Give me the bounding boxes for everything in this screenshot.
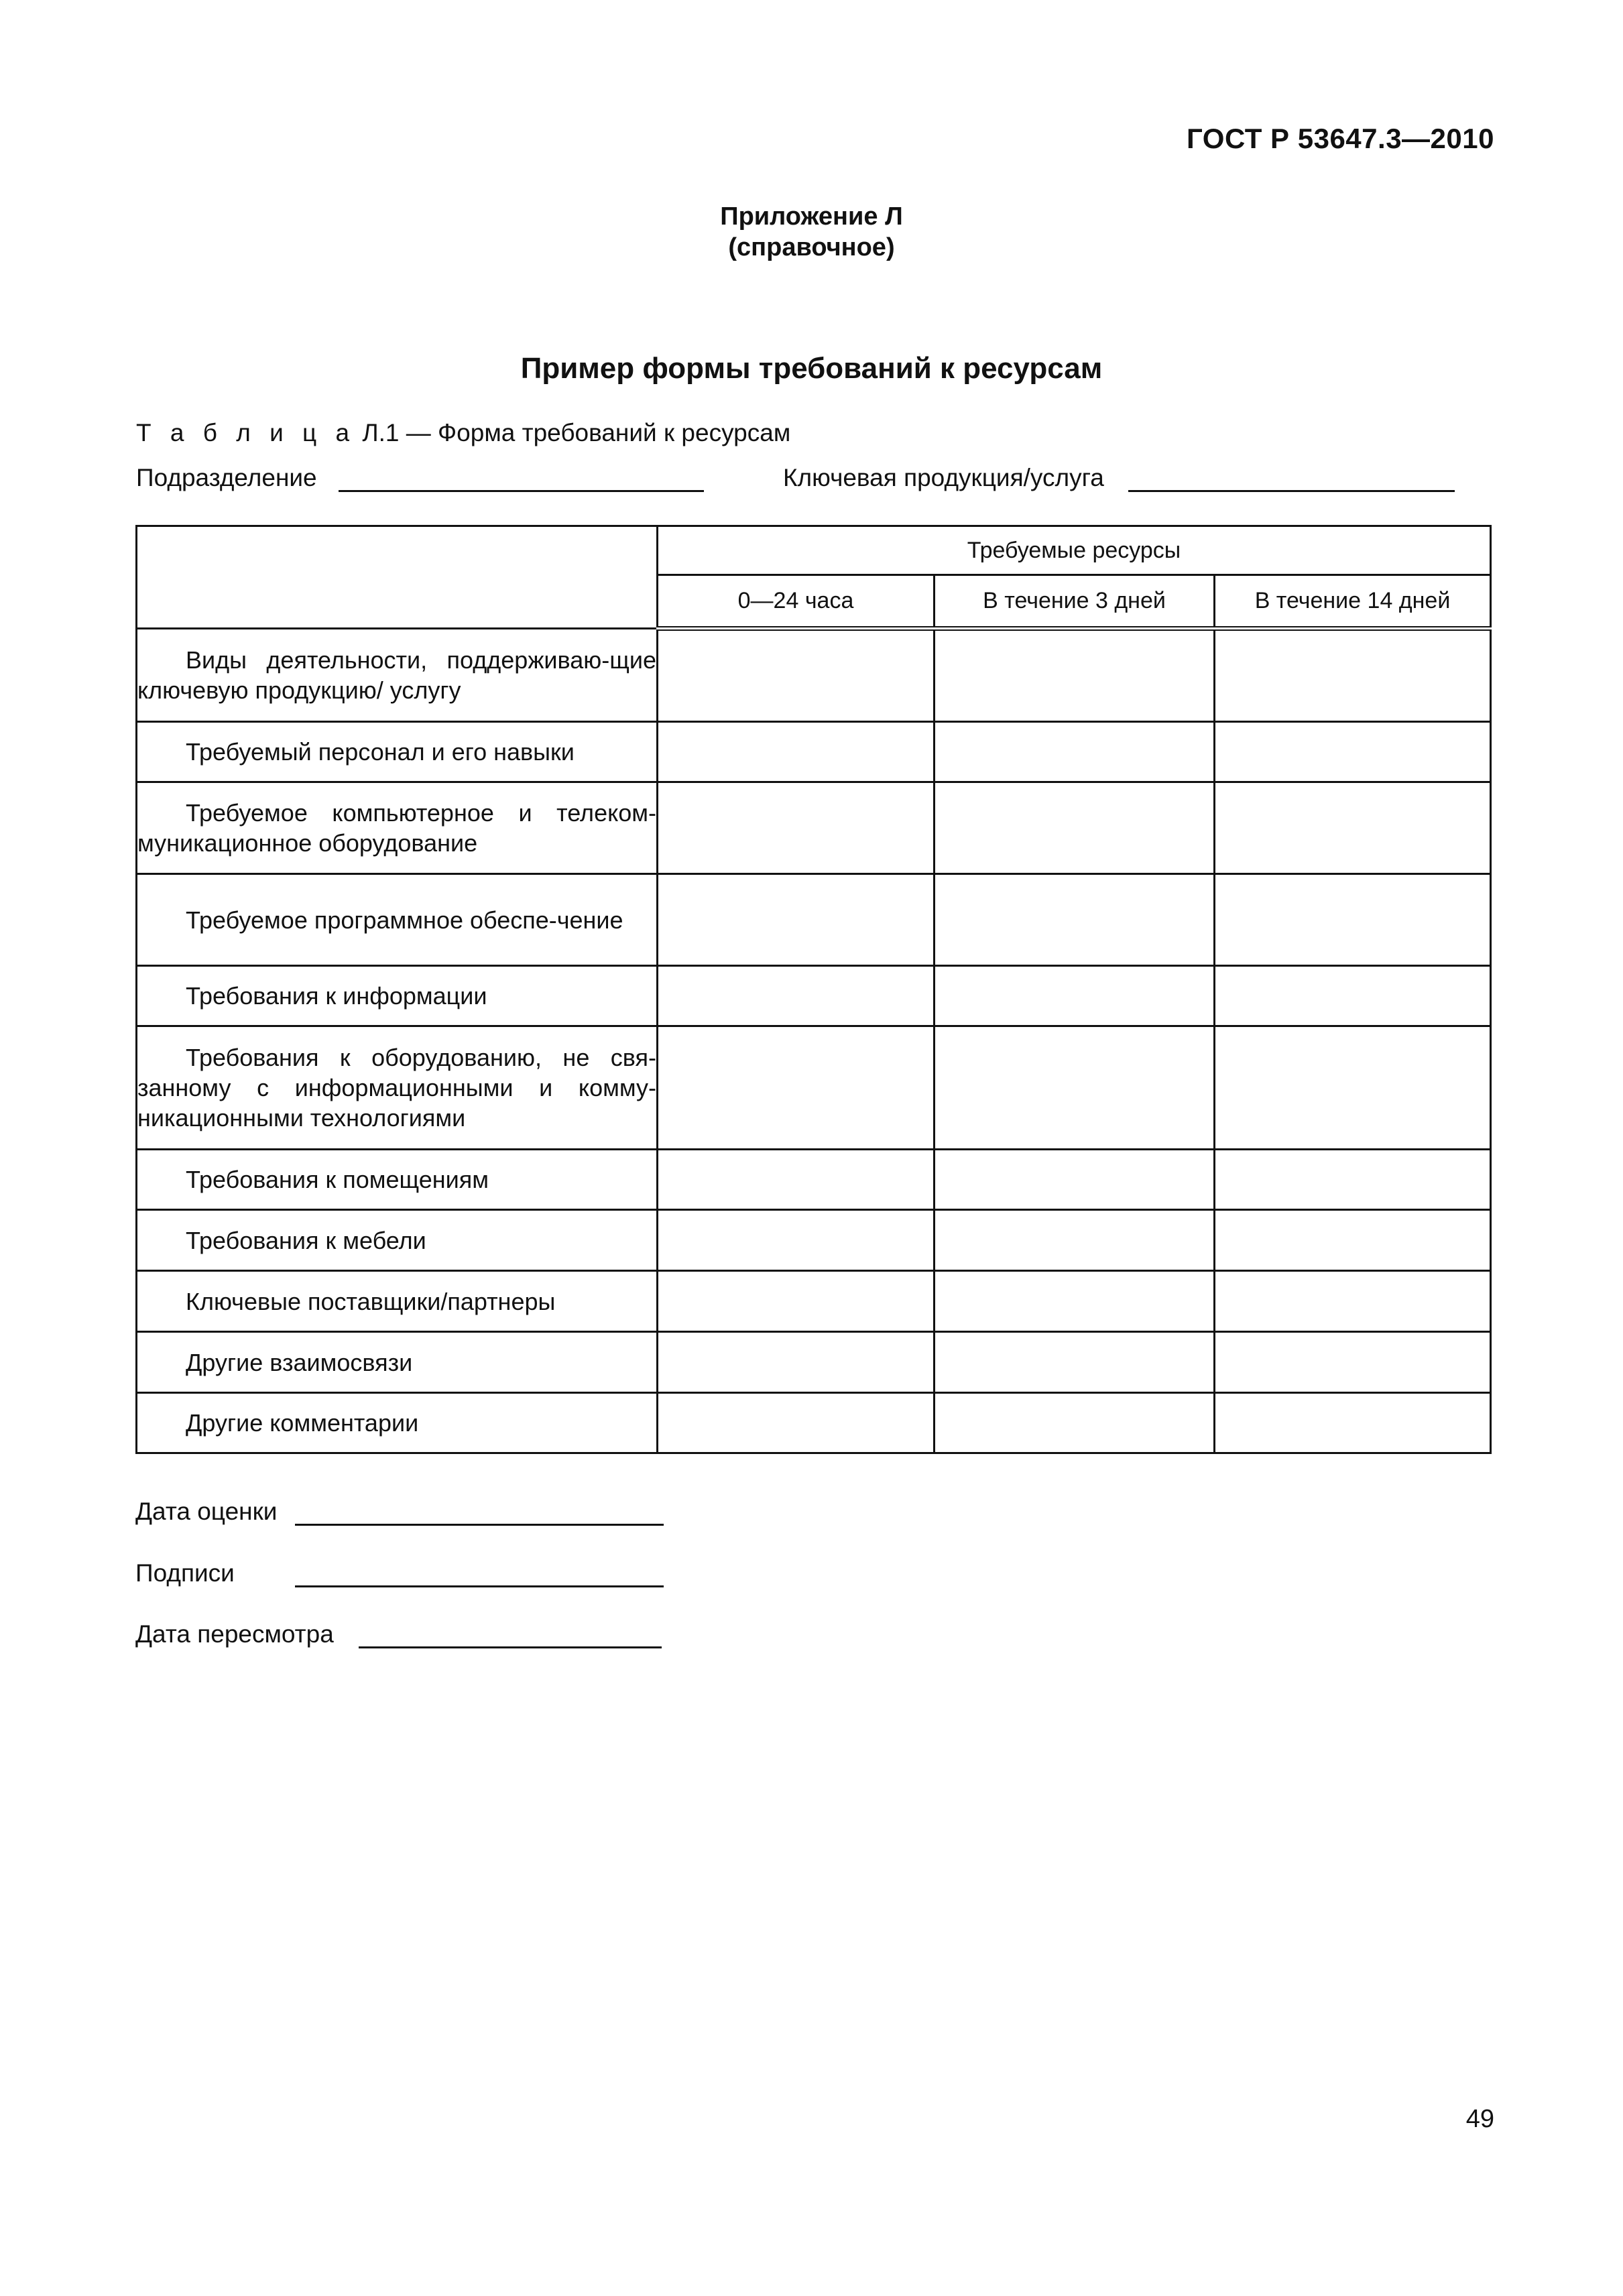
table-row: [137, 966, 1491, 1026]
key-product-label: Ключевая продукция/услуга: [783, 464, 1104, 491]
table-cell[interactable]: [1215, 782, 1491, 874]
column-header-14-days: В течение 14 дней: [1215, 575, 1491, 629]
column-header-3-days: В течение 3 дней: [935, 575, 1215, 629]
department-field[interactable]: [339, 490, 704, 492]
table-cell[interactable]: [658, 1150, 935, 1210]
table-row: [137, 874, 1491, 966]
row-label: Требования к информации: [137, 966, 658, 1026]
assessment-date-label: Дата оценки: [135, 1498, 278, 1525]
table-cell[interactable]: [1215, 1332, 1491, 1393]
group-header-required-resources: Требуемые ресурсы: [658, 526, 1491, 575]
table-cell[interactable]: [1215, 1026, 1491, 1150]
row-label: Требуемое компьютерное и телеком-муникационное оборудование: [137, 782, 658, 874]
standard-code: ГОСТ Р 53647.3—2010: [1187, 123, 1494, 154]
signatures-field[interactable]: [295, 1585, 664, 1587]
table-caption-text: Л.1 — Форма требований к ресурсам: [355, 419, 791, 446]
table-cell[interactable]: [658, 1026, 935, 1150]
table-cell[interactable]: [658, 722, 935, 782]
table-cell[interactable]: [658, 1210, 935, 1271]
table-cell[interactable]: [935, 1026, 1215, 1150]
table-cell[interactable]: [935, 874, 1215, 966]
row-label: Ключевые поставщики/партнеры: [137, 1271, 658, 1332]
review-date-field[interactable]: [359, 1646, 662, 1648]
table-row: [137, 1150, 1491, 1210]
row-label: Требования к помещениям: [137, 1150, 658, 1210]
annex-title: Приложение Л: [720, 202, 903, 231]
row-label: Требуемый персонал и его навыки: [137, 722, 658, 782]
row-label: Требования к мебели: [137, 1210, 658, 1271]
annex-subtitle: (справочное): [728, 233, 895, 261]
table-cell[interactable]: [1215, 1150, 1491, 1210]
resource-requirements-table: [135, 525, 1492, 1454]
table-row: [137, 722, 1491, 782]
table-cell[interactable]: [1215, 874, 1491, 966]
table-cell[interactable]: [935, 1271, 1215, 1332]
header-empty-cell: [137, 526, 658, 629]
table-row: [137, 1393, 1491, 1453]
table-cell[interactable]: [1215, 1393, 1491, 1453]
table-caption: [136, 419, 790, 447]
table-row: [137, 1026, 1491, 1150]
table-cell[interactable]: [1215, 722, 1491, 782]
table-cell[interactable]: [935, 1210, 1215, 1271]
table-cell[interactable]: [935, 1393, 1215, 1453]
table-cell[interactable]: [1215, 966, 1491, 1026]
table-cell[interactable]: [658, 966, 935, 1026]
row-label: Другие взаимосвязи: [137, 1332, 658, 1393]
row-label: Виды деятельности, поддерживаю-щие ключевую продукцию/ услугу: [137, 629, 658, 722]
table-cell[interactable]: [935, 722, 1215, 782]
table-cell[interactable]: [658, 782, 935, 874]
annex-heading: [0, 201, 1623, 263]
column-header-0-24h: 0—24 часа: [658, 575, 935, 629]
review-date-label: Дата пересмотра: [135, 1620, 334, 1648]
table-caption-prefix: Т а б л и ц а: [136, 419, 356, 446]
row-label: Требуемое программное обеспе-чение: [137, 874, 658, 966]
table-row: [137, 629, 1491, 722]
page-number: 49: [1465, 2105, 1494, 2133]
table-cell[interactable]: [935, 1150, 1215, 1210]
table-row: [137, 1271, 1491, 1332]
key-product-field[interactable]: [1128, 490, 1455, 492]
table-cell[interactable]: [1215, 629, 1491, 722]
table-cell[interactable]: [658, 629, 935, 722]
table-cell[interactable]: [935, 629, 1215, 722]
table-cell[interactable]: [935, 966, 1215, 1026]
table-cell[interactable]: [658, 1271, 935, 1332]
table-row: [137, 782, 1491, 874]
row-label: Требования к оборудованию, не свя-занному с информационными и комму-никационными технологиями: [137, 1026, 658, 1150]
row-label: Другие комментарии: [137, 1393, 658, 1453]
table-cell[interactable]: [1215, 1210, 1491, 1271]
table-row: [137, 1332, 1491, 1393]
assessment-date-field[interactable]: [295, 1524, 664, 1526]
signatures-label: Подписи: [135, 1559, 235, 1587]
table-row: [137, 1210, 1491, 1271]
table-cell[interactable]: [1215, 1271, 1491, 1332]
table-cell[interactable]: [658, 874, 935, 966]
table-cell[interactable]: [658, 1332, 935, 1393]
table-cell[interactable]: [935, 782, 1215, 874]
department-label: Подразделение: [136, 464, 317, 491]
table-cell[interactable]: [658, 1393, 935, 1453]
form-title: Пример формы требований к ресурсам: [520, 352, 1103, 385]
table-cell[interactable]: [935, 1332, 1215, 1393]
